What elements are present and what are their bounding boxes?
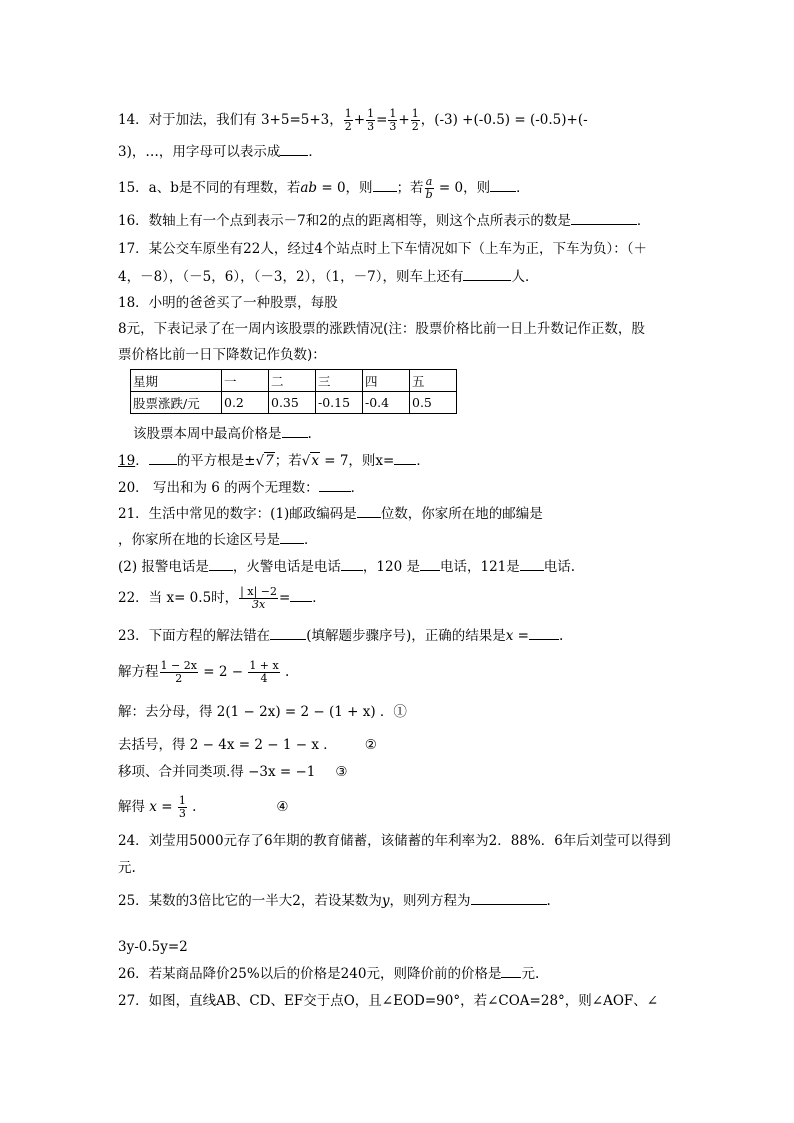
- answer-blank: [394, 452, 416, 465]
- question-17-line2: 4，－8），（－5，6），（－3，2），（1，－7），则车上还有 人．: [118, 269, 539, 285]
- table-cell: 四: [363, 370, 410, 392]
- fraction: $\frac{1}{3}$: [389, 107, 397, 133]
- question-24-line2: 元.: [118, 860, 136, 876]
- question-15: 15．a、b是不同的有理数，若ab = 0，则 ；若 $\frac{a}{b}$ = 0，则 ．: [118, 175, 530, 201]
- answer-blank: [341, 558, 363, 571]
- fraction: $\frac{| x| -2}{3x}$: [240, 585, 277, 611]
- question-23-step1: 解：去分母，得 2(1 − 2x) = 2 − (1 + x) ．①: [118, 704, 407, 720]
- question-25: 25．某数的3倍比它的一半大2，若设某数为y，则列方程为 .: [118, 893, 551, 909]
- question-18-after: 该股票本周中最高价格是 .: [133, 426, 312, 442]
- question-23-step4: 解得 x = $\frac{1}{3}$ . ④: [118, 794, 289, 820]
- question-14-line1: 14．对于加法，我们有 3+5=5+3， $\frac{1}{2}$ + $\frac{1}{3}$ = $\frac{1}{3}$ + $\frac{1}{2}$ ，(-3) +(-0.5) = (-0.5)+(-: [118, 107, 588, 133]
- answer-blank: [529, 627, 559, 640]
- question-21-line3: (2) 报警电话是 ，火警电话是电话 ，120 是 电话，121是 电话.: [118, 559, 576, 575]
- table-cell: 股票涨跌/元: [131, 392, 222, 414]
- question-16: 16．数轴上有一个点到表示－7和2的点的距离相等，则这个点所表示的数是 ．: [118, 213, 651, 229]
- question-21-line1: 21．生活中常见的数字：(1)邮政编码是 位数，你家所在地的邮编是: [118, 506, 543, 522]
- answer-blank: [420, 558, 440, 571]
- question-26: 26．若某商品降价25%以后的价格是240元，则降价前的价格是 元.: [118, 966, 540, 982]
- fraction: $\frac{1 + x}{4}$: [249, 659, 279, 685]
- square-root: √7: [255, 453, 274, 469]
- question-18-line1: 18．小明的爸爸买了一种股票，每股: [118, 295, 338, 311]
- question-24-line1: 24．刘莹用5000元存了6年期的教育储蓄，该储蓄的年利率为2．88%．6年后刘莹可以得到: [118, 833, 671, 849]
- answer-blank: [463, 268, 511, 281]
- answer-blank: [319, 479, 351, 492]
- question-18-line2: 8元，下表记录了在一周内该股票的涨跌情况(注：股票价格比前一日上升数记作正数，股: [118, 321, 645, 337]
- question-18-line3: 票价格比前一日下降数记作负数)：: [118, 347, 326, 363]
- answer-blank: [490, 179, 516, 192]
- question-23-step2: 去括号，得 2 − 4x = 2 − 1 − x ． ②: [118, 737, 377, 753]
- table-row: [131, 392, 457, 414]
- table-cell: 0.35: [269, 392, 316, 414]
- question-23-equation: 解方程 $\frac{1 - 2x}{2}$ = 2 − $\frac{1 + x}{4}$ .: [118, 659, 290, 685]
- q14-prefix: 14．对于加法，我们有 3+5=5+3，: [118, 112, 343, 128]
- question-22: 22．当 x= 0.5时， $\frac{| x| -2}{3x}$ = ．: [118, 585, 326, 611]
- answer-blank: [471, 892, 547, 905]
- fraction: $\frac{1}{3}$: [178, 794, 186, 820]
- table-cell: 三: [316, 370, 363, 392]
- answer-blank: [280, 531, 304, 544]
- answer-blank: [282, 425, 308, 438]
- q14-suffix: ，(-3) +(-0.5) = (-0.5)+(-: [420, 112, 588, 128]
- fraction: $\frac{1}{3}$: [367, 107, 375, 133]
- answer-blank: [209, 558, 233, 571]
- fraction: $\frac{1 - 2x}{2}$: [160, 659, 197, 685]
- fraction: $\frac{1}{2}$: [411, 107, 419, 133]
- table-cell: 0.2: [222, 392, 269, 414]
- table-cell: 一: [222, 370, 269, 392]
- question-19: 19． 的平方根是±√7；若√x = 7，则x= ．: [118, 453, 430, 469]
- table-cell: 五: [410, 370, 457, 392]
- answer-blank: [571, 212, 637, 225]
- question-23-line1: 23．下面方程的解法错在 (填解题步骤序号)，正确的结果是x = .: [118, 628, 564, 644]
- square-root: √x: [301, 453, 319, 469]
- question-27: 27．如图，直线AB、CD、EF交于点O，且∠EOD=90°，若∠COA=28°，则∠AOF、∠: [118, 993, 659, 1009]
- answer-blank: [373, 179, 397, 192]
- question-23-step3: 移项、合并同类项.得 −3x = −1 ③: [118, 764, 348, 780]
- table-cell: -0.15: [316, 392, 363, 414]
- answer-blank: [280, 143, 308, 156]
- fraction: $\frac{1}{2}$: [344, 107, 352, 133]
- question-17-line1: 17．某公交车原坐有22人，经过4个站点时上下车情况如下（上车为正，下车为负）：（＋: [118, 241, 647, 257]
- question-25-answer: 3y-0.5y=2: [118, 939, 188, 955]
- table-cell: 二: [269, 370, 316, 392]
- table-cell: 0.5: [410, 392, 457, 414]
- stock-change-table: [130, 369, 457, 414]
- question-14-line2: 3)，…，用字母可以表示成 ．: [118, 144, 322, 160]
- answer-blank: [501, 965, 521, 978]
- answer-blank: [149, 452, 177, 465]
- table-cell: 星期: [131, 370, 222, 392]
- question-20: 20． 写出和为 6 的两个无理数： ．: [118, 480, 365, 496]
- answer-blank: [520, 558, 544, 571]
- answer-blank: [290, 589, 312, 602]
- table-cell: -0.4: [363, 392, 410, 414]
- answer-blank: [357, 505, 381, 518]
- answer-blank: [270, 627, 306, 640]
- question-21-line2: ，你家所在地的长途区号是 ．: [118, 532, 318, 548]
- fraction: $\frac{a}{b}$: [425, 175, 433, 201]
- table-header-row: [131, 370, 457, 392]
